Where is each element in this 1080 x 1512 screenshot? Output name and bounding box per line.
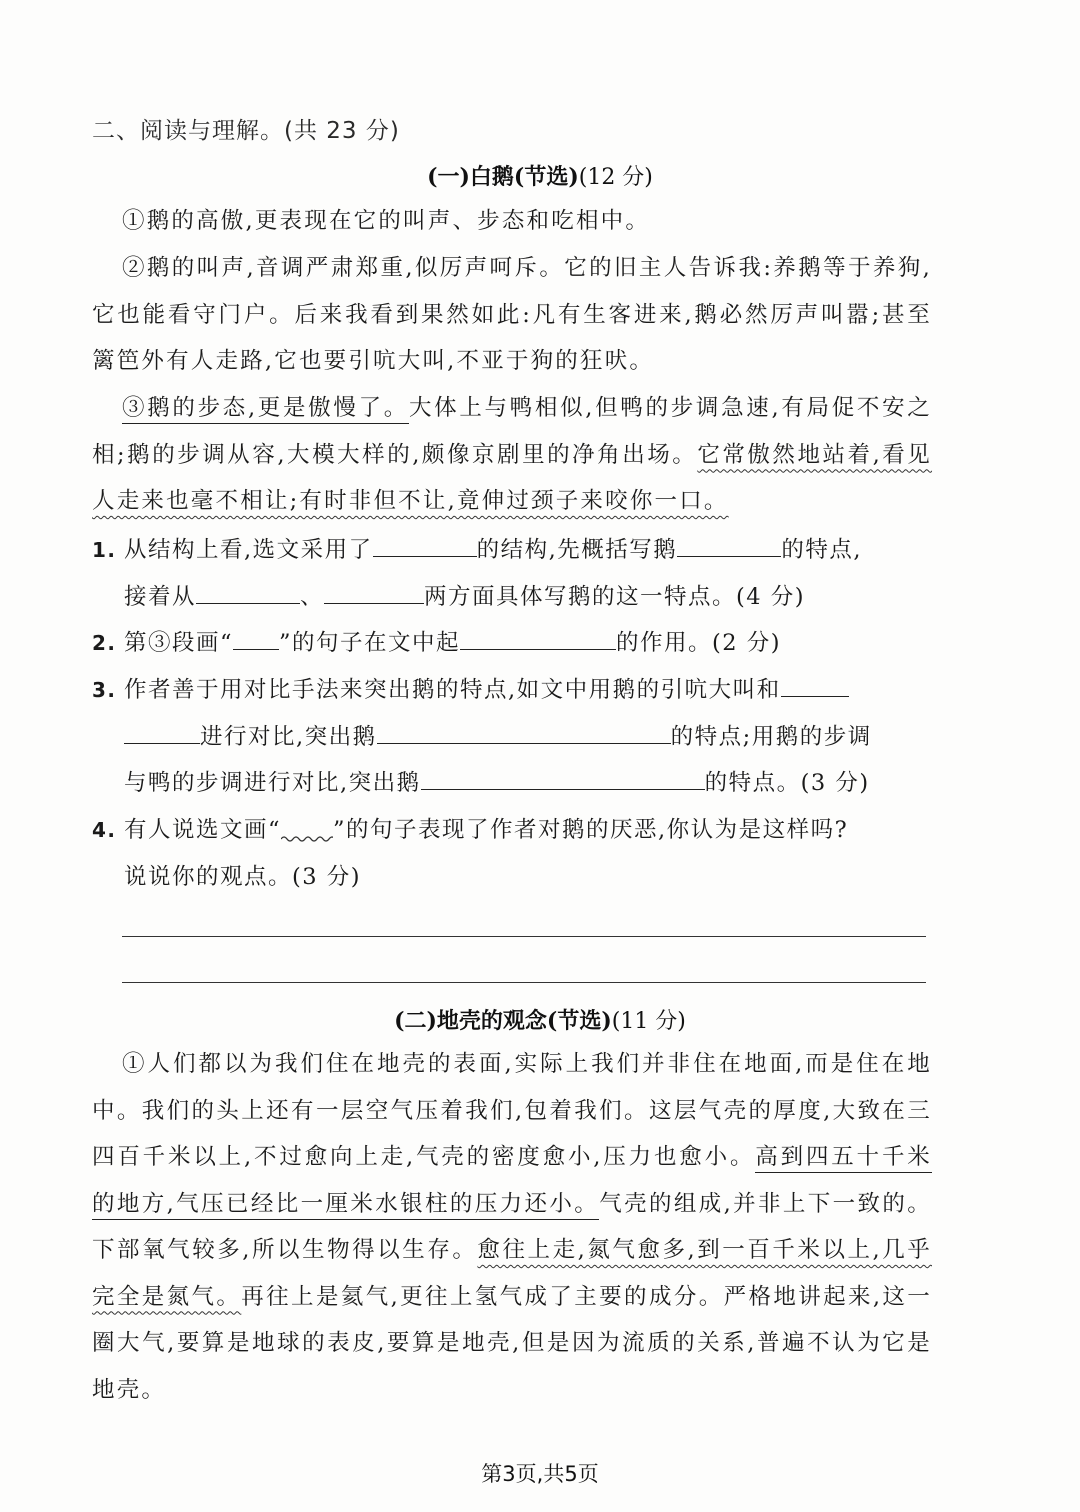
answer-blank[interactable]	[373, 530, 477, 557]
part2-paragraph-1-a: ①人们都以为我们住在地壳的表面,实际上我们并非住在地面,而是住在地中。我们的头上还有一层空气压着我们,包着我们。这层气壳的厚度,大致在三四百千米以上,不过愈向上走,气壳的密度愈小,压力也愈小。	[92, 1051, 932, 1170]
part1-title	[0, 160, 1080, 191]
part2-paragraph-1-c: 气壳的组成,并非上下一致的。下部氧气较多,所以生物得以生存。	[92, 1190, 933, 1263]
part2-title-text: (二)地壳的观念(节选)	[394, 1008, 612, 1034]
part1-paragraph-1: ①鹅的高傲,更表现在它的叫声、步态和吃相中。	[122, 208, 651, 234]
question-1-text-d: 接着从	[124, 583, 197, 610]
question-1-text-b: 的结构,先概括写鹅	[476, 537, 678, 563]
question-2-number: 2.	[92, 631, 117, 655]
answer-line[interactable]	[122, 982, 926, 983]
answer-blank[interactable]	[781, 670, 849, 697]
question-1-text-a: 从结构上看,选文采用了	[124, 537, 373, 563]
question-3-text-d: 与鸭的步调进行对比,突出鹅	[124, 770, 421, 796]
part2-paragraph-1-e: 再往上是氦气,更往上氢气成了主要的成分。严格地讲起来,这一圈大气,要算是地球的表皮,要算是地壳,但是因为流质的关系,普遍不认为它是地壳。	[92, 1283, 932, 1403]
page-number-footer: 第3页,共5页	[481, 1462, 599, 1486]
question-3-text-a: 作者善于用对比手法来突出鹅的特点,如文中用鹅的引吭大叫和	[124, 677, 781, 703]
part1-paragraph-3-middle: 大体上与鸭相似,但鸭的步调急速,有局促不安之相;鹅的步调从容,大模大样的,颇像京剧里的净角出场。	[92, 395, 932, 468]
question-2-text-b: ”的句子在文中起	[279, 630, 461, 656]
question-1-text-c: 的特点,	[781, 537, 862, 563]
question-4-text-b: ”的句子表现了作者对鹅的厌恶,你认为是这样吗?	[333, 817, 849, 843]
question-4-text-a: 有人说选文画“	[124, 817, 282, 843]
wavy-line-marker	[281, 815, 333, 837]
answer-blank[interactable]	[460, 623, 616, 650]
question-1	[92, 527, 932, 620]
question-1-text-e: 、	[300, 583, 325, 610]
section-heading: 二、阅读与理解。(共 23 分)	[92, 118, 400, 144]
question-4-text-c: 说说你的观点。(3 分)	[124, 863, 362, 890]
answer-blank[interactable]	[124, 717, 200, 744]
part2-paragraph-1	[92, 1041, 932, 1413]
part1-paragraph-2: ②鹅的叫声,音调严肃郑重,似厉声呵斥。它的旧主人告诉我:养鹅等于养狗,它也能看守门户。后来我看到果然如此:凡有生客进来,鹅必然厉声叫嚣;甚至篱笆外有人走路,它也要引吭大叫,不亚于狗的狂吠。	[92, 255, 932, 374]
question-3-number: 3.	[92, 678, 117, 702]
question-3-text-e: 的特点。(3 分)	[704, 770, 870, 796]
question-3-text-b: 进行对比,突出鹅	[200, 723, 377, 750]
answer-blank[interactable]	[677, 530, 781, 557]
part1-paragraph-3	[92, 385, 932, 525]
straight-underlined-sentence: ③鹅的步态,更是傲慢了。	[122, 395, 409, 424]
question-1-text-f: 两方面具体写鹅的这一特点。(4 分)	[424, 583, 806, 610]
part2-points: (11 分)	[611, 1009, 686, 1034]
question-4	[92, 807, 932, 900]
question-2-text-a: 第③段画“	[124, 630, 234, 656]
question-3-text-c: 的特点;用鹅的步调	[670, 723, 872, 750]
answer-blank[interactable]	[421, 763, 705, 790]
answer-blank[interactable]	[196, 577, 300, 604]
question-4-number: 4.	[92, 818, 117, 842]
answer-blank[interactable]	[377, 717, 671, 744]
question-1-number: 1.	[92, 538, 117, 562]
question-2	[92, 620, 932, 667]
answer-line[interactable]	[122, 936, 926, 937]
part2-title	[0, 1004, 1080, 1035]
part1-title-text: (一)白鹅(节选)	[427, 164, 579, 190]
wavy-underlined-sentence: 它常傲然地站着,看见人走来也毫不相让;有时非但不让,竟伸过颈子来咬你一口。	[92, 441, 933, 514]
answer-blank[interactable]	[324, 577, 424, 604]
question-3	[92, 667, 932, 807]
question-2-text-c: 的作用。(2 分)	[616, 630, 782, 656]
part1-points: (12 分)	[578, 165, 653, 190]
wavy-underlined-sentence: 愈往上走,氮气愈多,到一百千米以上,几乎完全是氮气。	[92, 1237, 932, 1310]
straight-underlined-sentence: 高到四五十千米的地方,气压已经比一厘米水银柱的压力还小。	[92, 1144, 932, 1220]
straight-line-marker	[233, 623, 279, 650]
